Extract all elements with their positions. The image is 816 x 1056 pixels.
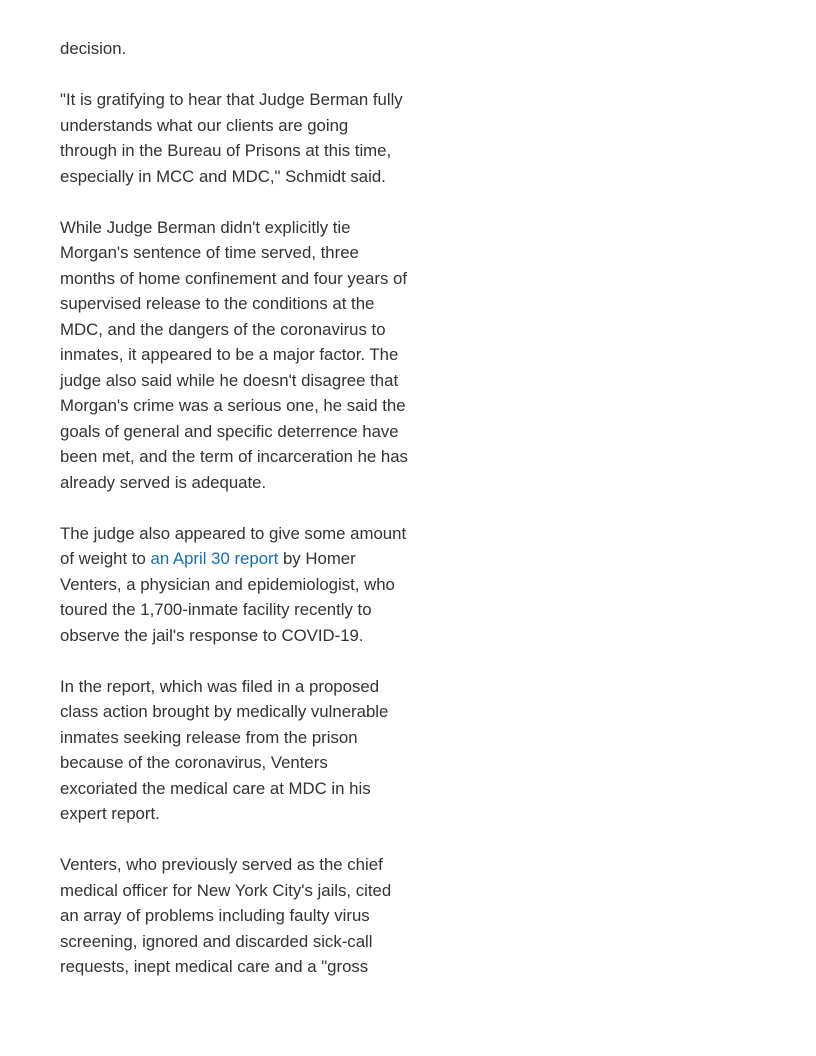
paragraph-sentence-factors: While Judge Berman didn't explicitly tie Morgan's sentence of time served, three months of home confinement and four years of supervised release to the conditions at the MDC, and the dangers of the coronavirus to inmates, it appeared to be a major factor. The judge also said while he doesn't disagree that Morgan's crime was a serious one, he said the goals of general and specific deterrence have been met, and the term of incarceration he has already served is adequate. bbox=[60, 217, 408, 492]
paragraph-class-action: In the report, which was filed in a proposed class action brought by medically vulnerable inmates seeking release from the prison because of the coronavirus, Venters excoriated the medical care at MDC in his expert report. bbox=[60, 676, 389, 823]
april-30-report-link[interactable]: an April 30 report bbox=[150, 549, 279, 568]
paragraph-text-after-link: by Homer Venters, a physician and epidemiologist, who toured the 1,700-inmate facility recently to observe the jail's response to COVID-19. bbox=[60, 549, 395, 645]
paragraph-decision: decision. bbox=[60, 39, 127, 58]
paragraph-text-before-link: The judge also appeared to give some amount of weight to bbox=[60, 523, 407, 568]
paragraph-schmidt-quote: "It is gratifying to hear that Judge Berman fully understands what our clients are going through in the Bureau of Prisons at this time, especially in MCC and MDC," Schmidt said. bbox=[60, 90, 403, 186]
paragraph-venters-problems: Venters, who previously served as the chief medical officer for New York City's jails, cited an array of problems including faulty virus screening, ignored and discarded sick-call requests, inept medical care and a "gross bbox=[60, 855, 392, 976]
paragraph-venters-report bbox=[60, 521, 408, 649]
article-body bbox=[60, 36, 408, 1005]
